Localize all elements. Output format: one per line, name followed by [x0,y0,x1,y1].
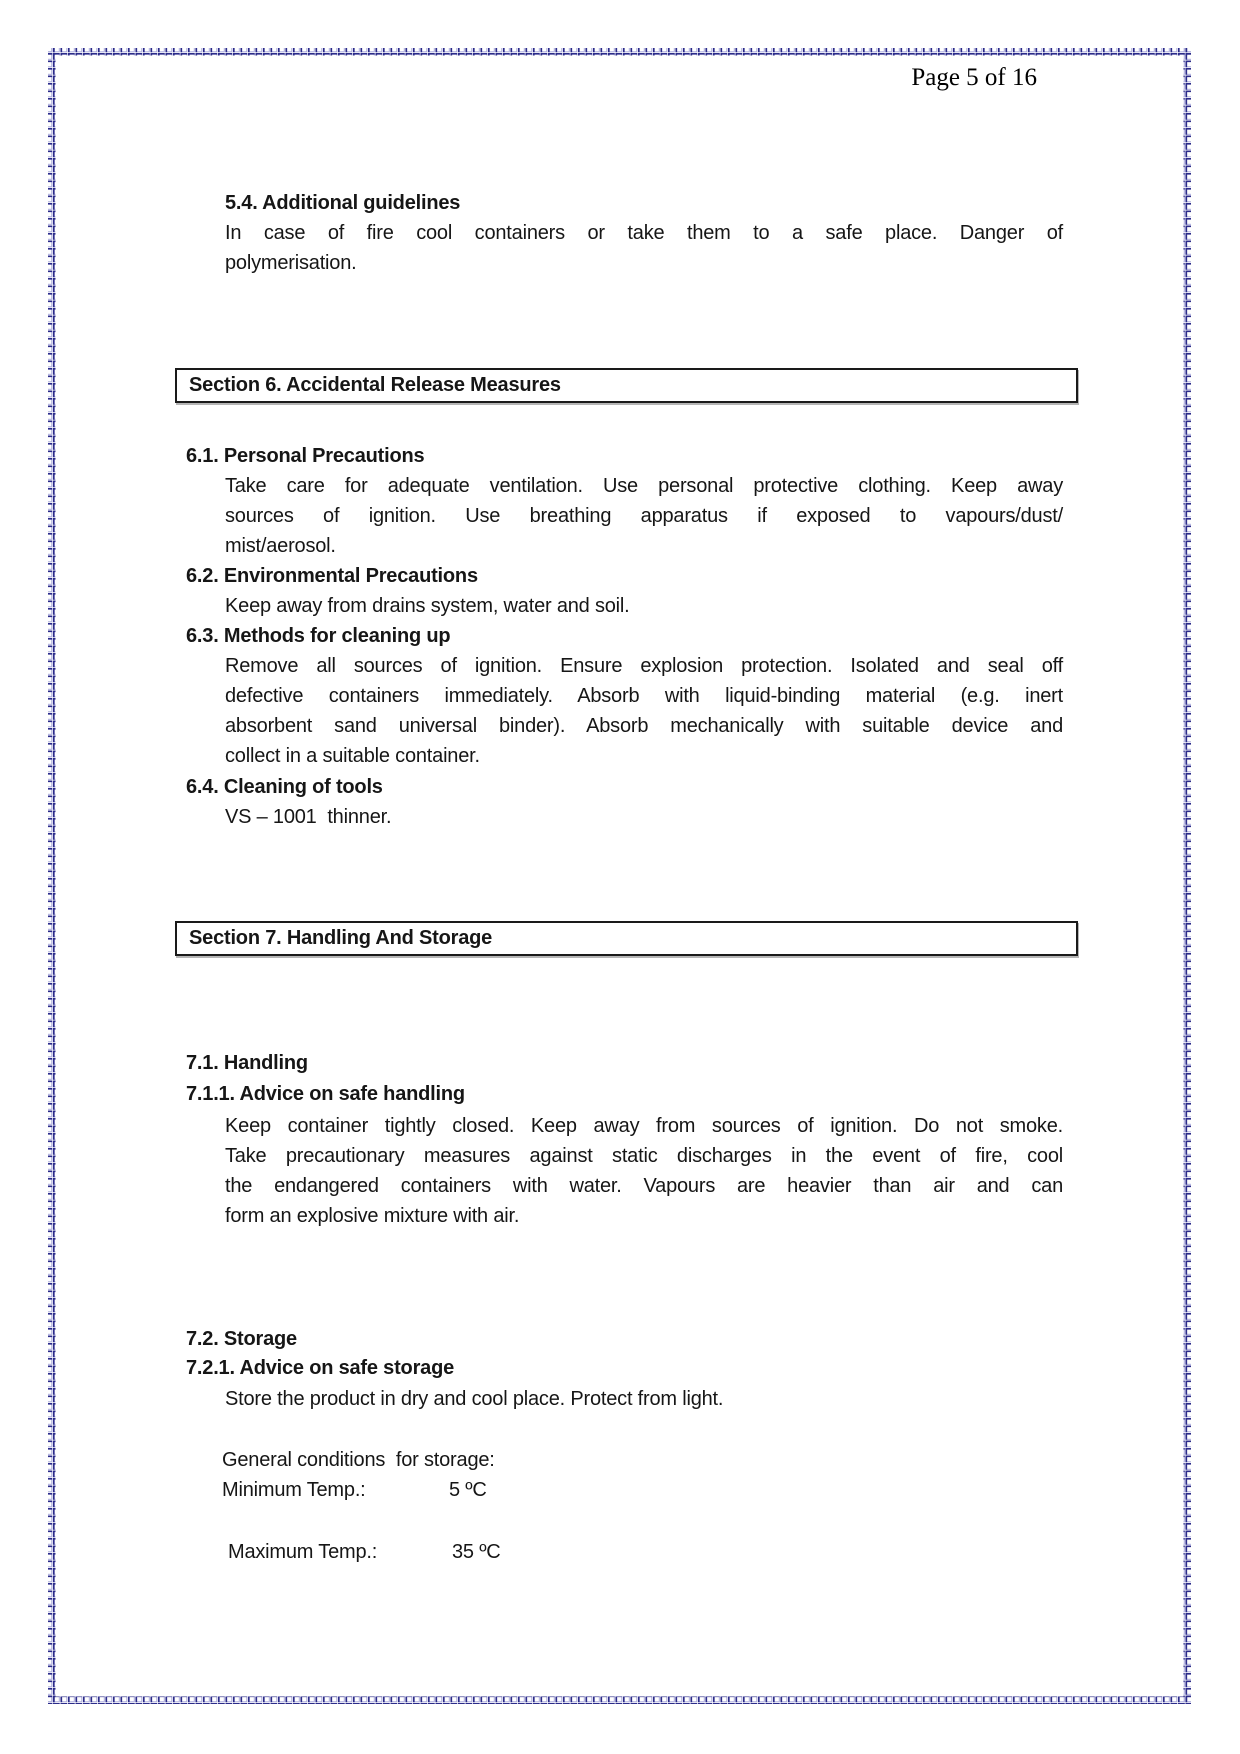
min-temp-label: Minimum Temp.: [222,1479,366,1501]
section-6-4-paragraph: VS – 1001 thinner. [225,806,392,828]
section-6-header-box [175,368,1078,403]
section-7-header-box [175,921,1078,956]
paragraph-line: sources of ignition. Use breathing apparatus if exposed to vapours/dust/ [225,505,1063,527]
min-temp-value: 5 ºC [449,1479,487,1501]
section-7-1-1-heading: 7.1.1. Advice on safe handling [186,1083,465,1105]
border-left-strip [48,48,56,1704]
section-7-2-1-heading: 7.2.1. Advice on safe storage [186,1357,455,1379]
section-6-title: Section 6. Accidental Release Measures [189,374,561,396]
section-7-1-heading: 7.1. Handling [186,1052,308,1074]
section-7-1-1-paragraph [225,1111,1063,1231]
paragraph-line: defective containers immediately. Absorb with liquid-binding material (e.g. inert [225,685,1063,707]
storage-max-temp-row [228,1537,501,1567]
section-7-2-1-paragraph: Store the product in dry and cool place. Protect from light. [225,1388,724,1410]
border-top-strip [48,48,1191,56]
section-6-3-paragraph [225,651,1063,771]
paragraph-line: form an explosive mixture with air. [225,1205,520,1227]
section-6-2-heading: 6.2. Environmental Precautions [186,565,478,587]
section-7-title: Section 7. Handling And Storage [189,927,493,949]
paragraph-line: Take precautionary measures against static discharges in the event of fire, cool [225,1145,1063,1167]
paragraph-line: collect in a suitable container. [225,745,480,767]
paragraph-line: polymerisation. [225,252,357,274]
paragraph-line: mist/aerosol. [225,535,336,557]
max-temp-value: 35 ºC [452,1541,501,1563]
paragraph-line: Keep container tightly closed. Keep away from sources of ignition. Do not smoke. [225,1115,1063,1137]
section-6-1-paragraph [225,471,1063,561]
section-6-1-heading: 6.1. Personal Precautions [186,445,425,467]
section-6-3-heading: 6.3. Methods for cleaning up [186,625,451,647]
storage-conditions-intro: General conditions for storage: [222,1449,495,1471]
border-right-strip [1184,48,1192,1704]
paragraph-line: Remove all sources of ignition. Ensure explosion protection. Isolated and seal off [225,655,1063,677]
border-bottom-strip [48,1697,1191,1705]
section-6-4-heading: 6.4. Cleaning of tools [186,776,383,798]
section-5-4-heading: 5.4. Additional guidelines [225,192,461,214]
section-7-2-heading: 7.2. Storage [186,1328,297,1350]
page-number: Page 5 of 16 [911,64,1037,91]
paragraph-line: the endangered containers with water. Vapours are heavier than air and can [225,1175,1063,1197]
paragraph-line: absorbent sand universal binder). Absorb mechanically with suitable device and [225,715,1063,737]
section-6-2-paragraph: Keep away from drains system, water and soil. [225,595,630,617]
max-temp-label: Maximum Temp.: [228,1541,378,1563]
paragraph-line: In case of fire cool containers or take them to a safe place. Danger of [225,222,1063,244]
paragraph-line: Take care for adequate ventilation. Use personal protective clothing. Keep away [225,475,1063,497]
storage-min-temp-row [222,1475,487,1505]
section-5-4-paragraph [225,218,1063,278]
